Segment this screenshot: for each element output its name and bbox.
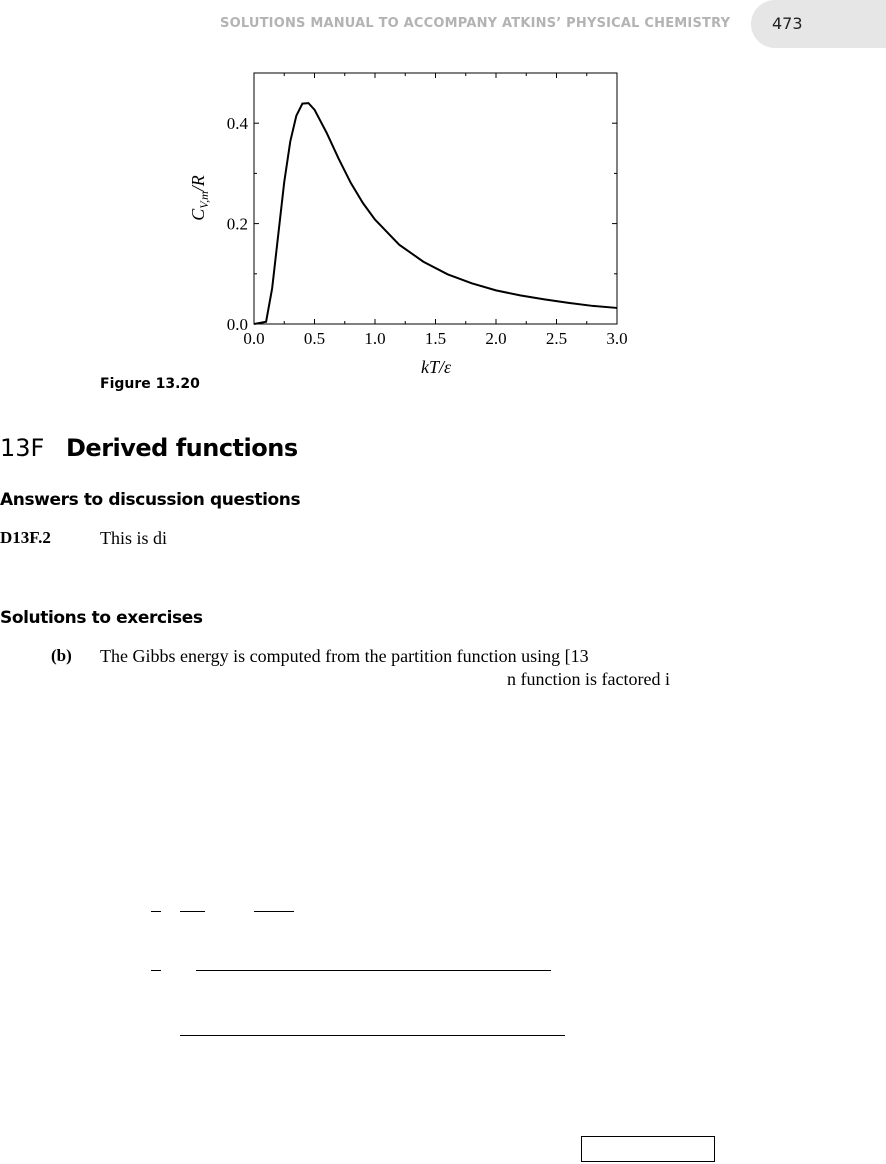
section-number: 13F — [0, 434, 45, 462]
y-tick-label: 0.4 — [226, 114, 248, 134]
x-tick-label: 1.5 — [424, 329, 447, 348]
exercise-label: (b) — [51, 646, 72, 665]
section-title: Derived functions — [66, 434, 298, 462]
fraction-bar — [151, 970, 161, 971]
series-line-cv — [254, 103, 617, 324]
y-tick-labels — [227, 114, 249, 334]
fraction-bar — [180, 1035, 565, 1036]
fraction-bar — [180, 911, 205, 912]
x-tick-label: 3.0 — [606, 329, 628, 348]
page-number: 473 — [772, 14, 803, 33]
x-tick-label: 0.5 — [303, 329, 326, 348]
y-axis-label: $C_{V,m}/R$ — [188, 175, 211, 221]
figure-caption: Figure 13.20 — [100, 376, 200, 392]
answer-box — [581, 1136, 715, 1162]
fraction-bar — [196, 970, 551, 971]
exercise-text-line1: The Gibbs energy is computed from the partition function using [13 — [100, 646, 589, 666]
x-tick-label: 0.0 — [243, 329, 265, 348]
y-tick-label: 0.2 — [226, 214, 248, 234]
plot-frame — [254, 73, 617, 324]
fraction-bar — [151, 911, 161, 912]
question-label: D13F.2 — [0, 528, 51, 547]
exercises-heading: Solutions to exercises — [0, 608, 203, 628]
x-tick-label: 2.5 — [545, 329, 568, 348]
exercise-text-line2: n function is factored i — [507, 669, 670, 689]
fraction-bar — [254, 911, 294, 912]
running-header-title: SOLUTIONS MANUAL TO ACCOMPANY ATKINS’ PHYSICAL CHEMISTRY — [220, 16, 731, 31]
x-axis-label: kT/ε — [420, 357, 452, 377]
discussion-heading: Answers to discussion questions — [0, 490, 301, 510]
y-tick-label: 0.0 — [226, 315, 248, 334]
x-tick-label: 1.0 — [364, 329, 386, 348]
heat-capacity-chart — [0, 0, 886, 400]
x-tick-labels — [243, 329, 627, 348]
discussion-text: This is di — [100, 528, 168, 548]
x-tick-label: 2.0 — [485, 329, 507, 348]
axis-ticks — [254, 73, 617, 324]
